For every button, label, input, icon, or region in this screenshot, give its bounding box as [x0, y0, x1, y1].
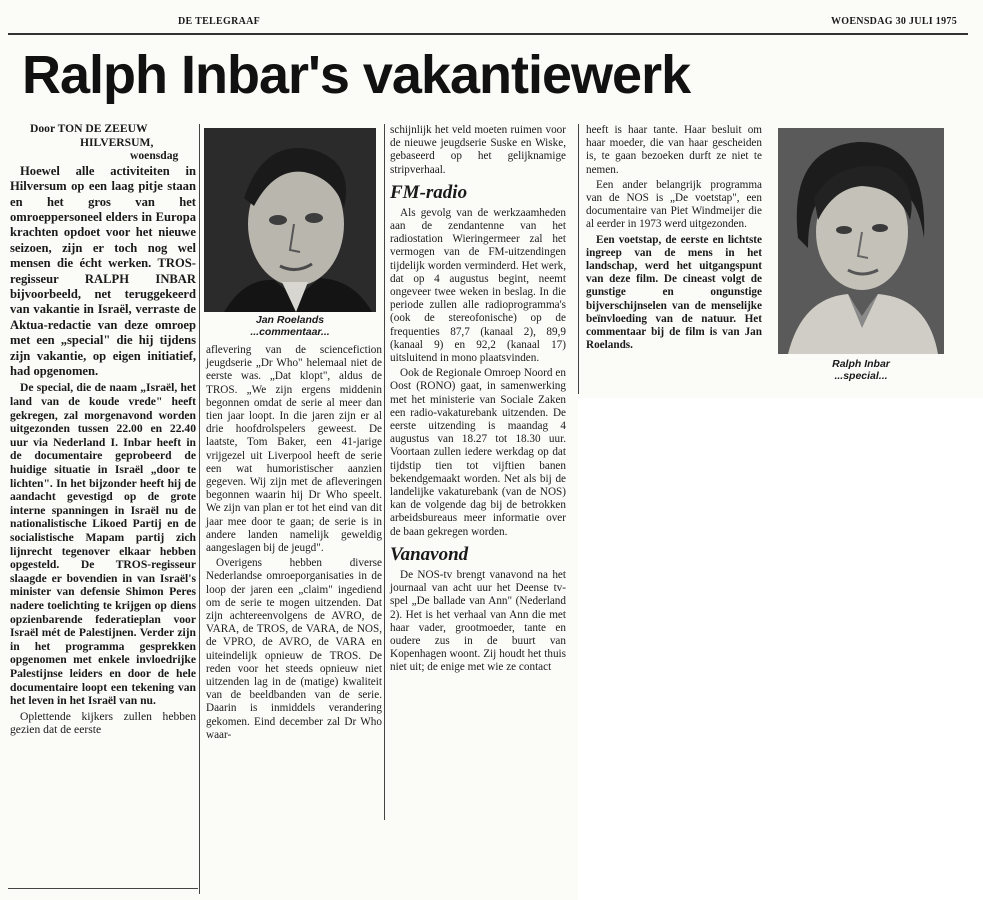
- column-bottom-rule: [8, 888, 198, 889]
- photo-jan-roelands: [204, 128, 376, 312]
- photo-ralph-inbar: [778, 128, 944, 354]
- subhead-fm-radio: FM-radio: [390, 181, 468, 203]
- body-paragraph: schijnlijk het veld moeten ruimen voor de nieuwe jeugdserie Suske en Wiske, gebaseerd op het gelijknamige stripverhaal.: [390, 124, 566, 176]
- intro-paragraph: Hoewel alle activiteiten in Hilversum op een laag pitje staan en het gros van het omroeppersoneel elders in Europa krachten opdoet voor het nieuwe seizoen, zijn er toch nog wel mensen die écht werken. TROS-regisseur RALPH INBAR bijvoorbeeld, net teruggekeerd van vakantie in Israël, verraste de Aktua-redactie van deze omroep met een „special" die hij tijdens zijn vakantie, op eigen initiatief, had opgenomen.: [10, 163, 196, 379]
- masthead-date: WOENSDAG 30 JULI 1975: [830, 16, 957, 27]
- column-2: [206, 344, 382, 744]
- body-paragraph: Overigens hebben diverse Nederlandse omroeporganisaties in de loop der jaren een „claim" ingediend om de serie te mogen uitzenden. Dat zijn achtereenvolgens de AVRO, de VARA, de TROS, de VARA, de NOS, de VPRO, de AVRO, de VARA en uiteindelijk opnieuw de TROS. De reden voor het steeds opnieuw niet uitzenden lag in de (matige) kwaliteit van de beeldbanden van de serie. Daarin is inmiddels verandering gekomen. Eind december zal Dr Who waar-: [206, 557, 382, 741]
- caption-name: Jan Roelands: [255, 314, 325, 326]
- body-paragraph: Ook de Regionale Omroep Noord en Oost (RONO) gaat, in samenwerking met het ministerie van Sociale Zaken een radio-vakaturebank uitzenden. De eerste uitzending is maandag 4 augustus van 18.27 tot 18.30 uur. Voortaan zullen iedere werkdag op dat tijdstip tien tot vijftien banen bekendgemaakt worden. Net als bij de landelijke vakaturebank (van de NOS) kan de volgende dag bij de betrokken arbeidsbureaus meer informatie over de baan gekregen worden.: [390, 367, 566, 538]
- byline-day: woensdag: [130, 149, 179, 163]
- masthead-paper-name: DE TELEGRAAF: [178, 16, 261, 27]
- column-rule: [199, 124, 200, 894]
- body-paragraph: Oplettende kijkers zullen hebben gezien dat de eerste: [10, 709, 196, 737]
- body-paragraph: Een ander belangrijk programma van de NOS is „De voetstap", een documentaire van Piet Windmeijer die al eerder in 1973 werd uitgezonden.: [586, 178, 762, 231]
- byline-place: HILVERSUM,: [80, 135, 154, 149]
- subhead-vanavond: Vanavond: [390, 543, 469, 565]
- empty-area: [578, 398, 983, 900]
- column-rule: [578, 124, 579, 394]
- body-paragraph: De special, die de naam „Israël, het land van de koude vrede" heeft gekregen, zal morgenavond worden uitgezonden tussen 22.00 en 22.40 uur via Nederland I. Inbar heeft in de documentaire geprobeerd de huidige situatie in Israël „door te lichten". In het bijzonder heeft hij de aandacht gevestigd op de grote interne spanningen in Israël nu de nationalistische Likoed Partij en de socialistische Mapam partij zich lijnrecht tegenover elkaar hebben opgesteld. De TROS-regisseur slaagde er bovendien in van Israël's minister van defensie Shimon Peres nadere toelichting te krijgen op diens opzienbarende federatieplan voor Israël mét de Palestijnen. Verder zijn in het programma gesprekken opgenomen met enkele invloedrijke Palestijnse leiders en door de hele documentaire loopt een tekening van het leven in het Israël van nu.: [10, 381, 196, 708]
- caption-name: Ralph Inbar: [832, 358, 890, 370]
- byline-author: Door TON DE ZEEUW: [30, 122, 148, 135]
- masthead-rule: [8, 33, 968, 35]
- caption-desc: ...special...: [834, 370, 888, 382]
- body-paragraph: Als gevolg van de werkzaamheden aan de zendantenne van het radiostation Wieringermeer zal het vermogen van de FM-uitzendingen tijdelijk worden verminderd. Het werk, dat op 4 augustus begint, neemt ongeveer twee weken in beslag. In die periode zullen alle radioprogramma's (ook de stereofonische) op de frequenties 87,7 (kanaal 2), 89,9 (kanaal 9) en 92,2 (kanaal 17) uitsluitend in mono plaatsvinden.: [390, 206, 566, 365]
- column-1: [10, 122, 196, 739]
- column-rule: [384, 124, 385, 820]
- body-paragraph: aflevering van de sciencefiction jeugdserie „Dr Who" helemaal niet de eerste was. „Dat klopt", aldus de TROS. „We zijn ergens middenin begonnen omdat de serie al meer dan tien jaar loopt. In die jaren zijn er al drie hoofdrolspelers geweest. De laatste, Tom Baker, een 41-jarige vrijgezel uit Liverpool heeft de serie een wat humoristischer aanzien gegeven. Wij zijn met de afleveringen begonnen waarin hij Dr Who speelt. We zijn van plan er tot het eind van dit jaar mee door te gaan; de serie is in andere landen namelijk geweldig aangeslagen bij de jeugd".: [206, 344, 382, 555]
- headline: Ralph Inbar's vakantiewerk: [22, 45, 691, 105]
- body-paragraph: De NOS-tv brengt vanavond na het journaal van acht uur het Deense tv-spel „De ballade van Ann" (Nederland 2). Het is het verhaal van Ann die met haar vader, grootmoeder, tante en oudere zus in de buurt van Kopenhagen woont. Zij houdt het thuis niet uit; de enige met wie ze contact: [390, 568, 566, 674]
- body-paragraph: heeft is haar tante. Haar besluit om haar moeder, die van haar gescheiden is, te gaan bezoeken durft ze niet te nemen.: [586, 124, 762, 176]
- byline: [10, 122, 196, 163]
- column-3: [390, 124, 566, 677]
- photo-caption-ralph-inbar: [778, 358, 944, 382]
- caption-desc: ...commentaar...: [250, 326, 330, 338]
- photo-caption-jan-roelands: [204, 314, 376, 338]
- body-paragraph: Een voetstap, de eerste en lichtste ingreep van de mens in het landschap, werd het uitgangspunt van deze film. De cineast volgt de gunstige en ongunstige bijverschijnselen van de menselijke beïnvloeding van de natuur. Het commentaar bij de film is van Jan Roelands.: [586, 233, 762, 352]
- column-4: [586, 124, 762, 354]
